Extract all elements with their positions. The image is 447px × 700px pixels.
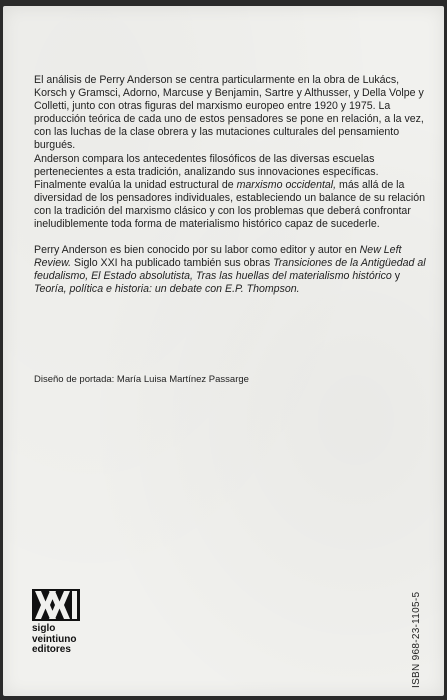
cover-design-credit: Diseño de portada: María Luisa Martínez Passarge — [34, 374, 249, 385]
author-paragraph: Perry Anderson es bien conocido por su labor como editor y autor en New Left Review. Siglo XXI ha publicado también sus obras Transiciones de la Antigüedad al feudalismo, El Estado absolutista, Tras las huellas del materialismo histórico y Teoría, política e historia: un debate con E.P. Thompson. — [34, 244, 426, 296]
synopsis-text — [34, 74, 430, 297]
synopsis-paragraph-1: El análisis de Perry Anderson se centra particularmente en la obra de Lukács, Korsch y Gramsci, Adorno, Marcuse y Benjamin, Sartre y Althusser, y Della Volpe y Colletti, junto con otras figuras del marxismo europeo entre 1920 y 1975. La producción teórica de cada uno de estos pensadores se pone en relación, a la vez, con las luchas de la clase obrera y las mutaciones culturales del pensamiento burgués. Anderson compara los antecedentes filosóficos de las diversas escuelas pertenecientes a esta tradición, analizando sus innovaciones específicas. Finalmente evalúa la unidad estructural de marxismo occidental, más allá de la diversidad de los pensadores individuales, estableciendo un balance de su relación con la tradición del marxismo clásico y con los problemas que deberá confrontar ineludiblemente toda forma de materialismo histórico capaz de sucederle. — [34, 74, 426, 231]
xxi-logo-icon — [32, 589, 80, 621]
publisher-logo — [32, 589, 80, 656]
isbn-number: ISBN 968-23-1105-5 — [411, 591, 422, 688]
back-cover — [3, 6, 444, 696]
publisher-name: siglo veintiuno editores — [32, 623, 77, 655]
